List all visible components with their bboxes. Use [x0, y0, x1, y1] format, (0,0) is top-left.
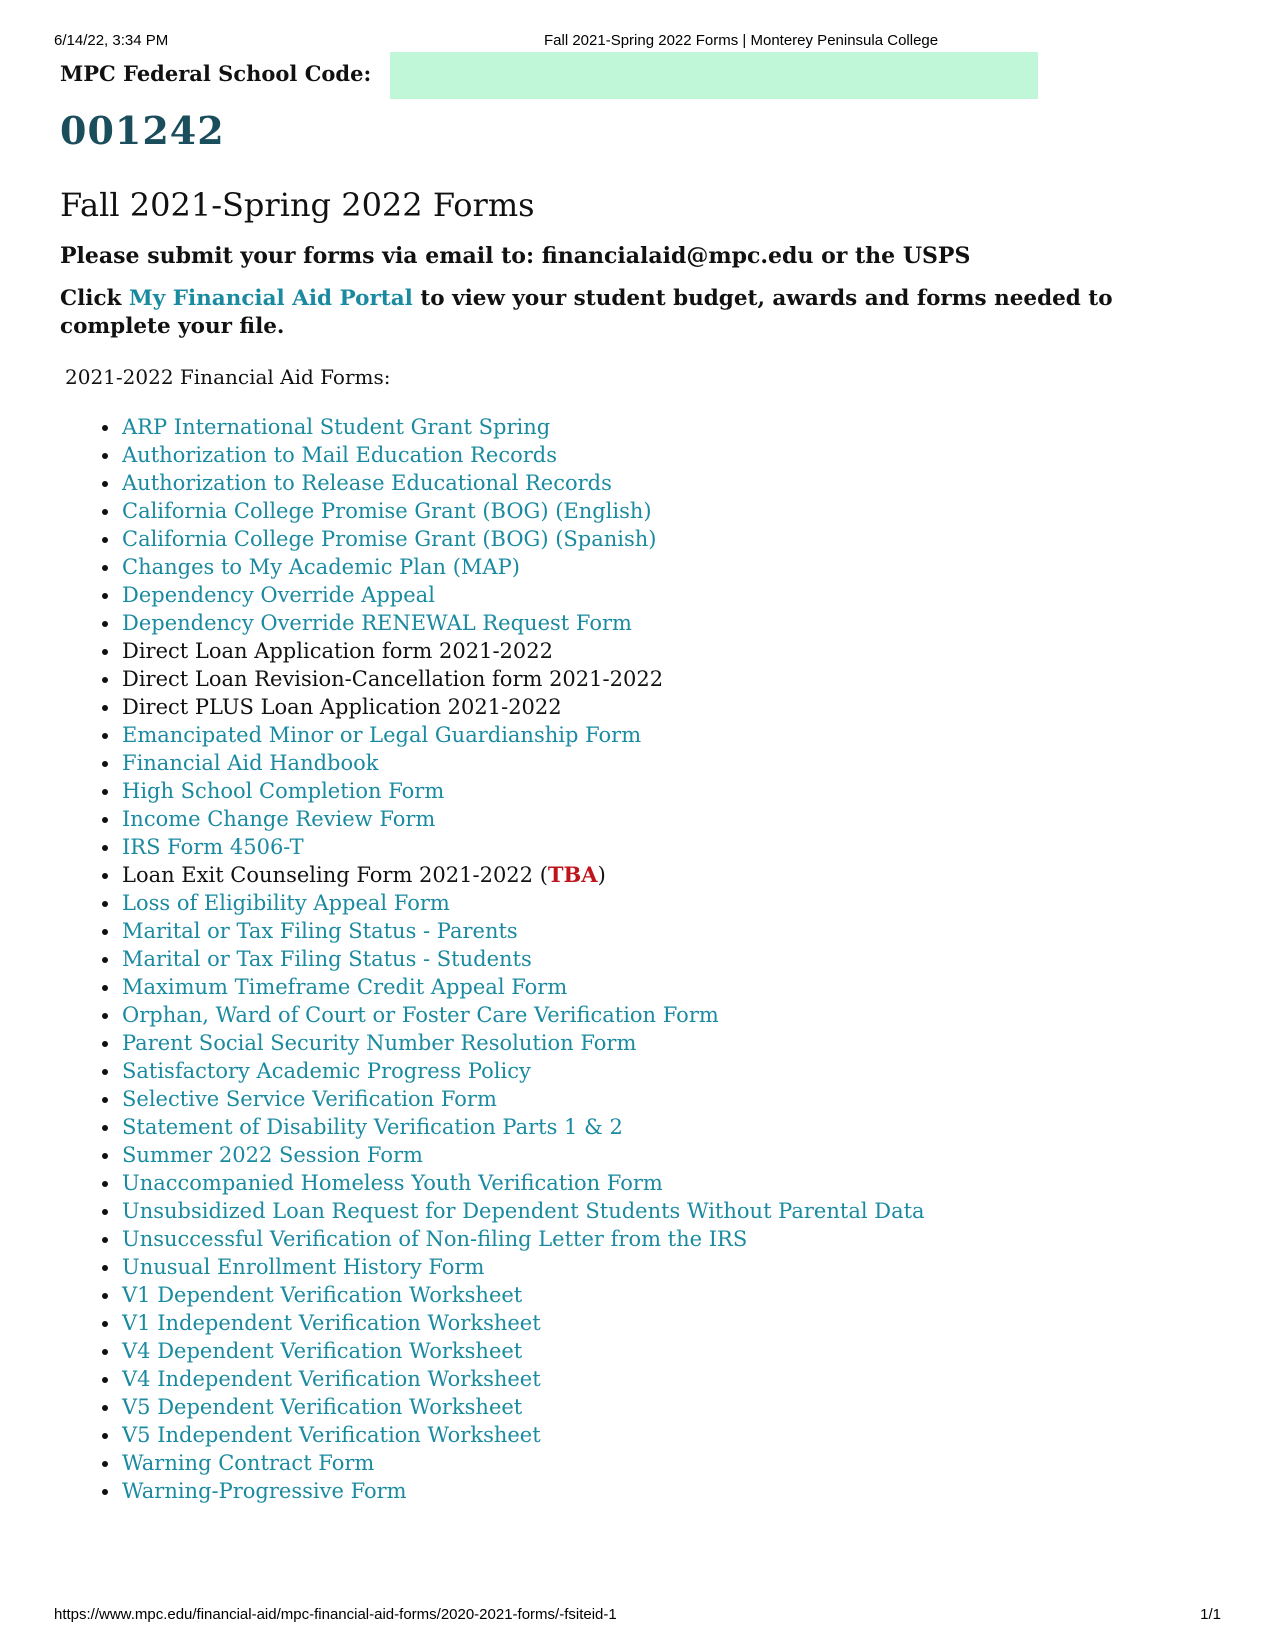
form-link[interactable]: V1 Dependent Verification Worksheet — [122, 1283, 523, 1307]
form-list-item[interactable] — [122, 1393, 925, 1421]
form-list-item[interactable] — [122, 1057, 925, 1085]
form-list-item[interactable] — [122, 609, 925, 637]
form-list-item[interactable] — [122, 833, 925, 861]
print-footer — [54, 1606, 1221, 1626]
form-link[interactable]: Changes to My Academic Plan (MAP) — [122, 555, 520, 579]
form-link[interactable]: Unusual Enrollment History Form — [122, 1255, 485, 1279]
form-link[interactable]: Selective Service Verification Form — [122, 1087, 497, 1111]
form-link[interactable]: IRS Form 4506-T — [122, 835, 304, 859]
form-link[interactable]: Orphan, Ward of Court or Foster Care Verification Form — [122, 1003, 719, 1027]
school-code-highlight-box — [390, 52, 1038, 99]
form-list-item[interactable] — [122, 469, 925, 497]
form-list-item[interactable] — [122, 1309, 925, 1337]
form-label-suffix: ) — [597, 863, 606, 887]
form-label: Direct PLUS Loan Application 2021-2022 — [122, 695, 562, 719]
form-list-item[interactable] — [122, 973, 925, 1001]
form-list-item — [122, 665, 925, 693]
school-code-label: MPC Federal School Code: — [60, 61, 372, 86]
form-list-item[interactable] — [122, 1337, 925, 1365]
form-link[interactable]: ARP International Student Grant Spring — [122, 415, 551, 439]
form-list-item[interactable] — [122, 721, 925, 749]
form-list-item[interactable] — [122, 749, 925, 777]
form-list-item[interactable] — [122, 777, 925, 805]
form-label: Loan Exit Counseling Form 2021-2022 ( — [122, 863, 548, 887]
form-link[interactable]: Income Change Review Form — [122, 807, 436, 831]
form-link[interactable]: Maximum Timeframe Credit Appeal Form — [122, 975, 568, 999]
form-list-item[interactable] — [122, 1197, 925, 1225]
form-label: Direct Loan Application form 2021-2022 — [122, 639, 553, 663]
form-list-item[interactable] — [122, 1029, 925, 1057]
portal-instructions — [60, 285, 1200, 341]
tba-badge: TBA — [547, 862, 598, 887]
school-code-value: 001242 — [60, 108, 225, 153]
form-link[interactable]: Unsubsidized Loan Request for Dependent Students Without Parental Data — [122, 1199, 925, 1223]
form-link[interactable]: Marital or Tax Filing Status - Parents — [122, 919, 518, 943]
form-link[interactable]: Authorization to Release Educational Records — [122, 471, 612, 495]
form-list-item[interactable] — [122, 1365, 925, 1393]
form-link[interactable]: Unaccompanied Homeless Youth Verification Form — [122, 1171, 663, 1195]
form-link[interactable]: Warning Contract Form — [122, 1451, 375, 1475]
form-link[interactable]: California College Promise Grant (BOG) (Spanish) — [122, 527, 657, 551]
form-list-item — [122, 861, 925, 889]
financial-aid-portal-link[interactable]: My Financial Aid Portal — [128, 286, 413, 311]
print-url: https://www.mpc.edu/financial-aid/mpc-financial-aid-forms/2020-2021-forms/-fsiteid-1 — [54, 1606, 617, 1623]
form-link[interactable]: V5 Dependent Verification Worksheet — [122, 1395, 523, 1419]
form-link[interactable]: California College Promise Grant (BOG) (English) — [122, 499, 652, 523]
form-link[interactable]: Satisfactory Academic Progress Policy — [122, 1059, 531, 1083]
form-link[interactable]: Authorization to Mail Education Records — [122, 443, 558, 467]
form-list-item[interactable] — [122, 805, 925, 833]
form-list-item[interactable] — [122, 553, 925, 581]
form-list-item[interactable] — [122, 1113, 925, 1141]
form-list-item[interactable] — [122, 1253, 925, 1281]
form-link[interactable]: V4 Dependent Verification Worksheet — [122, 1339, 523, 1363]
form-list-item[interactable] — [122, 1225, 925, 1253]
form-link[interactable]: Parent Social Security Number Resolution Form — [122, 1031, 637, 1055]
form-list-item[interactable] — [122, 1421, 925, 1449]
form-list-item[interactable] — [122, 497, 925, 525]
form-list-item[interactable] — [122, 1281, 925, 1309]
form-link[interactable]: Loss of Eligibility Appeal Form — [122, 891, 450, 915]
school-code-row — [60, 52, 1040, 100]
form-link[interactable]: Dependency Override Appeal — [122, 583, 435, 607]
form-link[interactable]: V1 Independent Verification Worksheet — [122, 1311, 541, 1335]
form-list-item[interactable] — [122, 1141, 925, 1169]
form-list-item[interactable] — [122, 581, 925, 609]
form-link[interactable]: Unsuccessful Verification of Non-filing Letter from the IRS — [122, 1227, 748, 1251]
print-page-title: Fall 2021-Spring 2022 Forms | Monterey Peninsula College — [544, 32, 939, 49]
form-link[interactable]: Statement of Disability Verification Parts 1 & 2 — [122, 1115, 623, 1139]
form-list-item[interactable] — [122, 413, 925, 441]
form-list-item — [122, 693, 925, 721]
form-list-item[interactable] — [122, 525, 925, 553]
page-title: Fall 2021-Spring 2022 Forms — [60, 186, 535, 224]
form-list-item[interactable] — [122, 917, 925, 945]
print-page-count: 1/1 — [1200, 1606, 1221, 1623]
form-link[interactable]: V4 Independent Verification Worksheet — [122, 1367, 541, 1391]
form-link[interactable]: Warning-Progressive Form — [122, 1479, 407, 1503]
print-date: 6/14/22, 3:34 PM — [54, 32, 169, 49]
form-list-item[interactable] — [122, 889, 925, 917]
form-link[interactable]: Marital or Tax Filing Status - Students — [122, 947, 532, 971]
print-header — [54, 32, 1221, 52]
form-link[interactable]: Financial Aid Handbook — [122, 751, 379, 775]
form-list-item — [122, 637, 925, 665]
form-link[interactable]: Emancipated Minor or Legal Guardianship Form — [122, 723, 642, 747]
form-link[interactable]: High School Completion Form — [122, 779, 445, 803]
forms-intro-label: 2021-2022 Financial Aid Forms: — [65, 365, 391, 389]
portal-note-suffix: to view your student budget, awards and forms needed to complete your file. — [60, 286, 1113, 339]
form-list-item[interactable] — [122, 1477, 925, 1505]
form-list-item[interactable] — [122, 1449, 925, 1477]
form-label: Direct Loan Revision-Cancellation form 2021-2022 — [122, 667, 664, 691]
form-list-item[interactable] — [122, 1001, 925, 1029]
form-link[interactable]: Summer 2022 Session Form — [122, 1143, 423, 1167]
form-list-item[interactable] — [122, 441, 925, 469]
portal-note-prefix: Click — [60, 286, 129, 311]
form-list-item[interactable] — [122, 1085, 925, 1113]
form-link[interactable]: Dependency Override RENEWAL Request Form — [122, 611, 632, 635]
form-list-item[interactable] — [122, 945, 925, 973]
forms-list — [0, 413, 925, 1505]
submit-instructions: Please submit your forms via email to: financialaid@mpc.edu or the USPS — [60, 243, 971, 269]
form-list-item[interactable] — [122, 1169, 925, 1197]
form-link[interactable]: V5 Independent Verification Worksheet — [122, 1423, 541, 1447]
